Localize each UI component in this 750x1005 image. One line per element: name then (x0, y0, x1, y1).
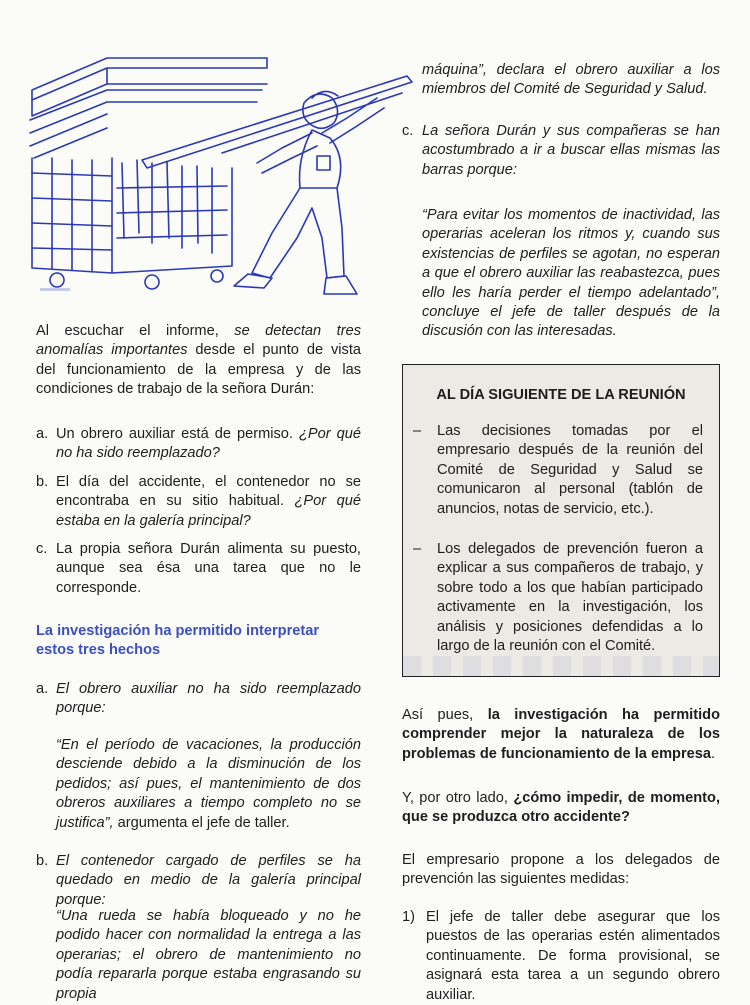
anomalies-list (36, 425, 361, 598)
measure-text: El jefe de taller debe asegurar que los puestos de las operarias estén alimentados continuamente. De forma provisional, se asignará esta tarea a un segundo obrero auxiliar. (426, 909, 720, 1003)
section-heading (36, 622, 361, 661)
item-text: El contenedor cargado de perfiles se ha quedado en medio de la galería principal porque: (56, 853, 361, 908)
next-day-box (402, 364, 720, 677)
quote-text: “Para evitar los momentos de inactividad, las operarias aceleran los ritmos y, cuando sus existencias de perfiles se agotan, no esperan a que el obrero auxiliar las reabastezca, pues ello les haría perder el tiempo adelantado”, (422, 207, 720, 301)
anomaly-text: La propia señora Durán alimenta su puesto, aunque sea ésa una tarea que no le corresponde. (56, 541, 361, 596)
intro-prefix: Al escuchar el informe, (36, 323, 235, 339)
anomaly-item (36, 425, 361, 464)
conclusion-suffix: . (710, 745, 716, 762)
intro-paragraph (36, 322, 361, 400)
item-label: b. (36, 853, 49, 869)
quote-b (36, 907, 361, 1004)
box-item-text: Los delegados de prevención fueron a explicar a sus compañeros de trabajo, y sobre todo a los que habían participado activamente en la investigación, los análisis y posiciones defendidas a lo largo de la reunión con el Comité. (437, 541, 703, 655)
intro-suffix: desde el punto de vista del funcionamiento de la empresa y de las condiciones de trabajo de la señora Durán: (36, 342, 362, 398)
anomaly-question: ¿Por qué estaba en la galería principal? (56, 493, 361, 529)
measure-1 (402, 908, 720, 1005)
conclusion-prefix: Así pues, (402, 707, 488, 723)
quote-attribution: concluye el jefe de taller después de la discusión con las interesadas. (422, 304, 720, 340)
quote-c (402, 206, 720, 342)
anomaly-item (36, 540, 361, 598)
interpretation-a (36, 680, 361, 719)
quote-a (36, 736, 361, 833)
item-label: a. (36, 681, 49, 697)
question-emphasis: ¿cómo impedir, de momento, que se produzca otro accidente? (402, 790, 720, 826)
interpretation-item (36, 680, 361, 719)
interpretation-b (36, 852, 361, 910)
quote-text: “En el período de vacaciones, la producción desciende debido a la disminución de los pedidos; así pues, el mantenimiento de dos obreros auxiliares a tiempo completo no se justifica”, (56, 737, 361, 831)
intro-emphasis: se detectan tres anomalías importantes (36, 323, 361, 359)
measure-label: 1) (402, 909, 415, 925)
conclusion-emphasis: la investigación ha permitido comprender mejor la naturaleza de los problemas de funcionamiento de la empresa (402, 707, 720, 762)
quote-attribution: argumenta el jefe de taller. (113, 814, 290, 831)
dash-bullet: – (413, 423, 422, 439)
proposal-text: El empresario propone a los delegados de prevención las siguientes medidas: (402, 852, 720, 888)
conclusion-paragraph (402, 706, 720, 764)
measure-item (402, 908, 720, 1005)
box-list (413, 422, 703, 677)
item-label: c. (402, 123, 414, 139)
quote-text: “Una rueda se había bloqueado y no he podido hacer con normalidad la entrega a las operarias; el obrero de mantenimiento no podía repararla porque estaba engrasando su propia (56, 908, 361, 1002)
box-item (413, 422, 703, 519)
worker-illustration (12, 38, 417, 303)
box-item-text: Las decisiones tomadas por el empresario después de la reunión del Comité de Seguridad y Salud se comunicaron al personal (tablón de anuncios, notas de servicio, etc.). (437, 423, 703, 517)
quote-attribution: declara el obrero auxiliar a los miembros del Comité de Seguridad y Salud. (422, 62, 720, 98)
proposal-paragraph (402, 851, 720, 890)
quote-text: máquina”, (422, 62, 487, 78)
anomaly-item (36, 473, 361, 531)
question-paragraph (402, 789, 720, 828)
anomaly-label: a. (36, 426, 49, 442)
question-prefix: Y, por otro lado, (402, 790, 514, 806)
anomaly-text: Un obrero auxiliar está de permiso. (56, 426, 299, 442)
heading-text: La investigación ha permitido interpretar estos tres hechos (36, 623, 320, 659)
anomaly-label: b. (36, 473, 49, 490)
item-text: La señora Durán y sus compañeras se han acostumbrado a ir a buscar ellas mismas las barras porque: (422, 123, 720, 178)
anomaly-question: ¿Por qué no ha sido reemplazado? (56, 426, 361, 462)
box-item (413, 540, 703, 656)
box-title: AL DÍA SIGUIENTE DE LA REUNIÓN (436, 387, 686, 403)
anomaly-label: c. (36, 541, 48, 558)
anomaly-text: El día del accidente, el contenedor no se encontraba en su sitio habitual. (56, 473, 361, 510)
interpretation-item (36, 852, 361, 910)
interpretation-c (402, 122, 720, 180)
quote-continuation (402, 61, 720, 100)
dash-bullet: – (413, 541, 422, 558)
interpretation-item (402, 122, 720, 180)
item-text: El obrero auxiliar no ha sido reemplazado porque: (56, 681, 361, 717)
